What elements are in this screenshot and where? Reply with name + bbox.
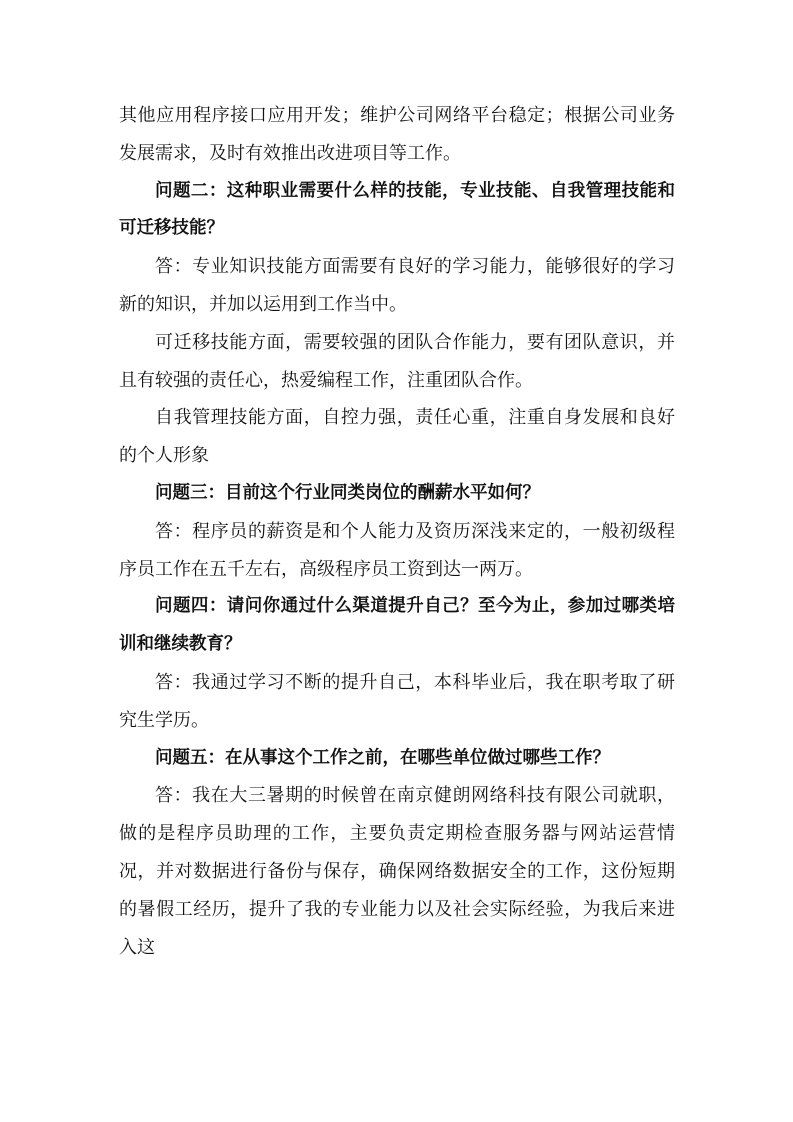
document-body <box>119 97 675 966</box>
paragraph-job-duties-continued: 其他应用程序接口应用开发；维护公司网络平台稳定；根据公司业务发展需求，及时有效推出改进项目等工作。 <box>119 105 675 164</box>
answer-transferable-skills: 可迁移技能方面，需要较强的团队合作能力，要有团队意识，并且有较强的责任心，热爱编程工作，注重团队合作。 <box>119 331 675 391</box>
question-5-heading: 问题五：在从事这个工作之前，在哪些单位做过哪些工作？ <box>155 747 610 768</box>
question-3-heading: 问题三：目前这个行业同类岗位的酬薪水平如何？ <box>155 482 540 503</box>
answer-self-management-skills: 自我管理技能方面，自控力强，责任心重，注重自身发展和良好的个人形象 <box>119 407 675 467</box>
answer-self-improvement: 答：我通过学习不断的提升自己，本科毕业后，我在职考取了研究生学历。 <box>119 671 675 731</box>
answer-professional-skills: 答：专业知识技能方面需要有良好的学习能力，能够很好的学习新的知识，并加以运用到工作当中。 <box>119 256 675 315</box>
answer-salary-level: 答：程序员的薪资是和个人能力及资历深浅来定的，一般初级程序员工作在五千左右，高级程序员工资到达一两万。 <box>119 520 675 580</box>
question-4-heading: 问题四：请问你通过什么渠道提升自己？至今为止，参加过哪类培训和继续教育？ <box>119 596 675 655</box>
answer-previous-work: 答：我在大三暑期的时候曾在南京健朗网络科技有限公司就职，做的是程序员助理的工作，主要负责定期检查服务器与网站运营情况，并对数据进行备份与保存，确保网络数据安全的工作，这份短期的暑假工经历，提升了我的专业能力以及社会实际经验，为我后来进入这 <box>119 785 675 958</box>
question-2-heading: 问题二：这种职业需要什么样的技能，专业技能、自我管理技能和可迁移技能？ <box>119 180 675 239</box>
